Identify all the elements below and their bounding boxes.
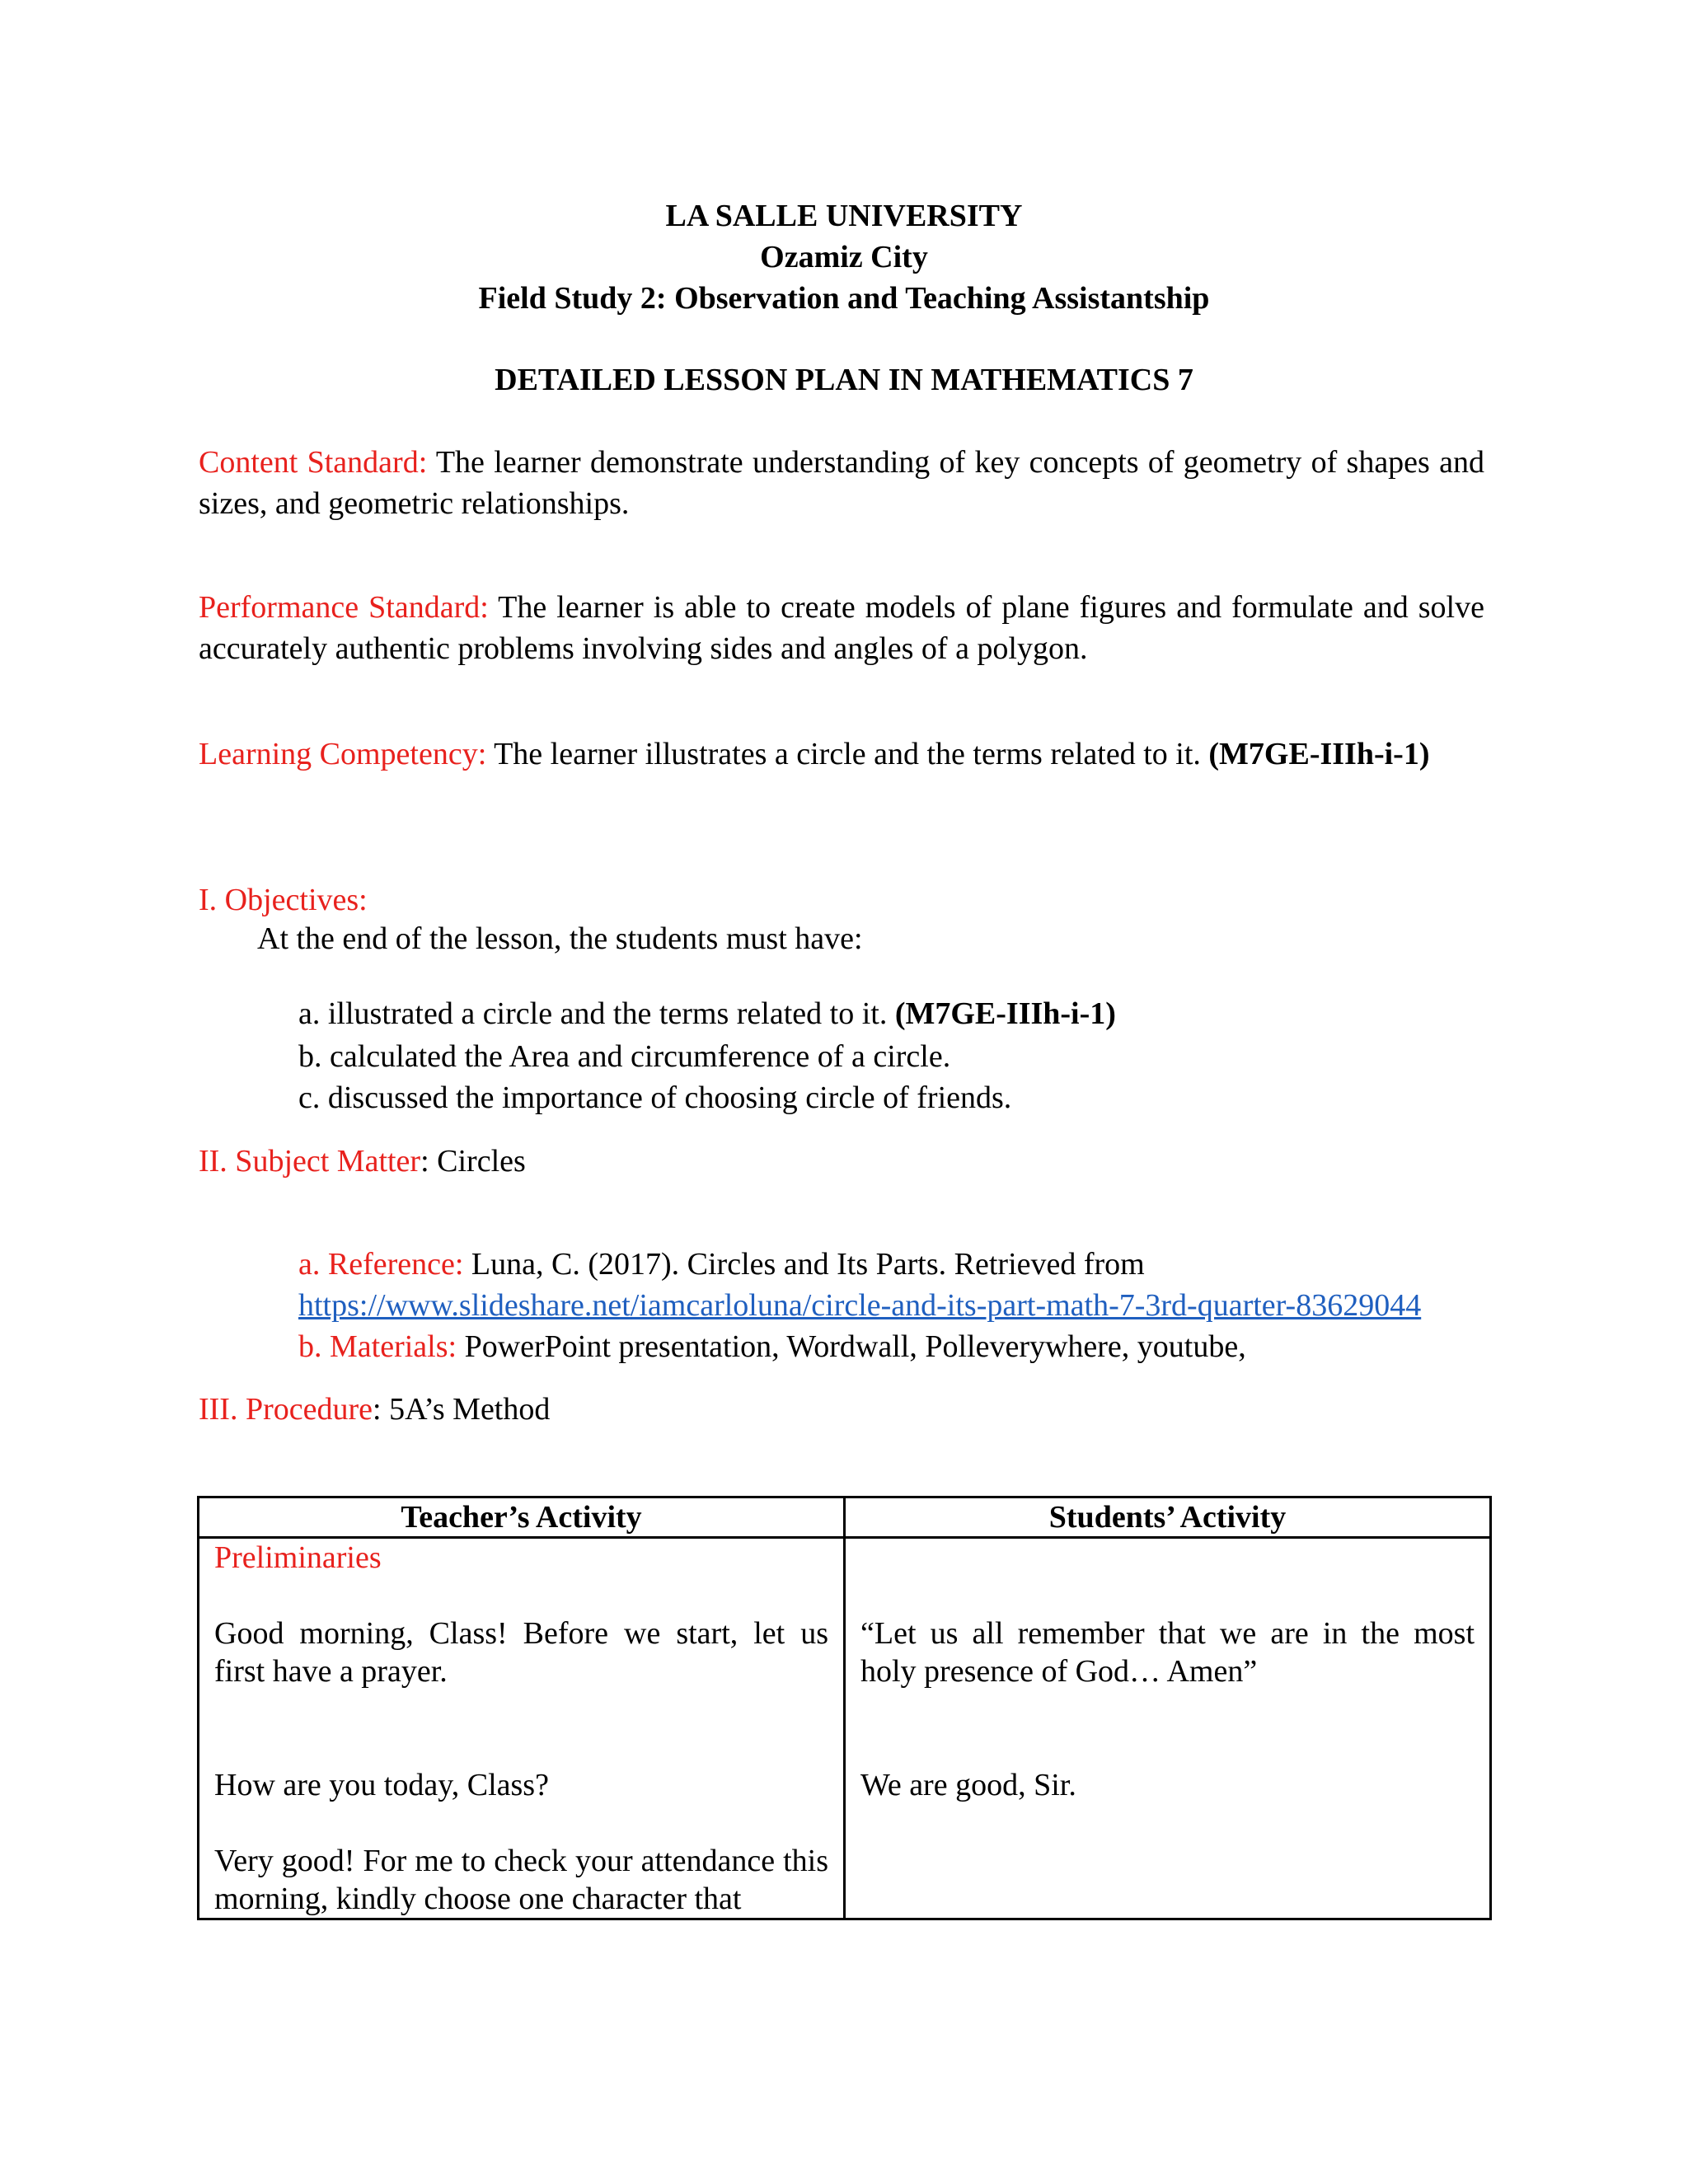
- spacer: [860, 1690, 1475, 1766]
- objective-item-c: [298, 1077, 1011, 1118]
- objective-item-b: [298, 1036, 950, 1077]
- reference-link-line: [298, 1285, 1421, 1326]
- performance-standard-label: Performance Standard:: [199, 590, 489, 625]
- reference-text: Luna, C. (2017). Circles and Its Parts. Retrieved from: [463, 1247, 1145, 1282]
- table-header-row: [199, 1497, 1491, 1538]
- students-activity-header: Students’ Activity: [845, 1497, 1491, 1538]
- objective-item-a-code: (M7GE-IIIh-i-1): [894, 996, 1116, 1031]
- objectives-intro: At the end of the lesson, the students must have:: [257, 921, 863, 956]
- learning-competency-text: The learner illustrates a circle and the terms related to it.: [486, 737, 1209, 771]
- students-response-text: We are good, Sir.: [860, 1768, 1076, 1802]
- objective-item-c-text: c. discussed the importance of choosing circle of friends.: [298, 1080, 1012, 1115]
- teacher-prayer-text: Good morning, Class! Before we start, let us first have a prayer.: [214, 1616, 828, 1689]
- students-activity-cell: [845, 1538, 1491, 1919]
- preliminaries-label: Preliminaries: [214, 1540, 382, 1575]
- table-row: [199, 1538, 1491, 1919]
- procedure-table: [197, 1496, 1492, 1920]
- teacher-activity-header: Teacher’s Activity: [199, 1497, 845, 1538]
- content-standard: [199, 442, 1484, 524]
- subject-matter-value: : Circles: [420, 1144, 526, 1179]
- spacer: [214, 1577, 828, 1615]
- objective-item-b-text: b. calculated the Area and circumference of a circle.: [298, 1039, 951, 1074]
- city-name: Ozamiz City: [760, 240, 928, 274]
- subject-matter: [199, 1141, 526, 1182]
- reference-link[interactable]: https://www.slideshare.net/iamcarloluna/circle-and-its-part-math-7-3rd-quarter-83629044: [298, 1288, 1422, 1323]
- teacher-activity-cell: [199, 1538, 845, 1919]
- content-standard-text: The learner demonstrate understanding of key concepts of geometry of shapes and sizes, and geometric relationships.: [199, 445, 1484, 521]
- content-standard-label: Content Standard:: [199, 445, 428, 480]
- procedure-value: : 5A’s Method: [373, 1392, 551, 1427]
- teacher-greeting-text: How are you today, Class?: [214, 1768, 549, 1802]
- performance-standard-text: The learner is able to create models of plane figures and formulate and solve accurately authentic problems involving sides and angles of a polygon.: [199, 590, 1484, 666]
- objective-item-a-text: a. illustrated a circle and the terms related to it.: [298, 996, 895, 1031]
- university-name: LA SALLE UNIVERSITY: [665, 199, 1023, 233]
- course-title: Field Study 2: Observation and Teaching Assistantship: [478, 281, 1210, 316]
- spacer: [214, 1804, 828, 1842]
- learning-competency: [199, 733, 1484, 775]
- spacer: [860, 1539, 1475, 1615]
- materials-text: PowerPoint presentation, Wordwall, Polleverywhere, youtube,: [457, 1329, 1246, 1364]
- learning-competency-code: (M7GE-IIIh-i-1): [1208, 737, 1430, 771]
- reference: [298, 1244, 1145, 1285]
- procedure: [199, 1389, 550, 1430]
- materials-label: b. Materials:: [298, 1329, 457, 1364]
- reference-label: a. Reference:: [298, 1247, 464, 1282]
- materials: [298, 1326, 1246, 1367]
- lesson-plan-title: DETAILED LESSON PLAN IN MATHEMATICS 7: [495, 363, 1193, 397]
- learning-competency-label: Learning Competency:: [199, 737, 487, 771]
- procedure-label: III. Procedure: [199, 1392, 373, 1427]
- subject-matter-label: II. Subject Matter: [199, 1144, 421, 1179]
- students-prayer-text: “Let us all remember that we are in the most holy presence of God… Amen”: [860, 1616, 1475, 1689]
- objectives-heading: I. Objectives:: [199, 883, 368, 917]
- performance-standard: [199, 587, 1484, 669]
- teacher-attendance-text: Very good! For me to check your attendance this morning, kindly choose one character that: [214, 1844, 828, 1916]
- objective-item-a: [298, 993, 1116, 1034]
- spacer: [214, 1690, 828, 1766]
